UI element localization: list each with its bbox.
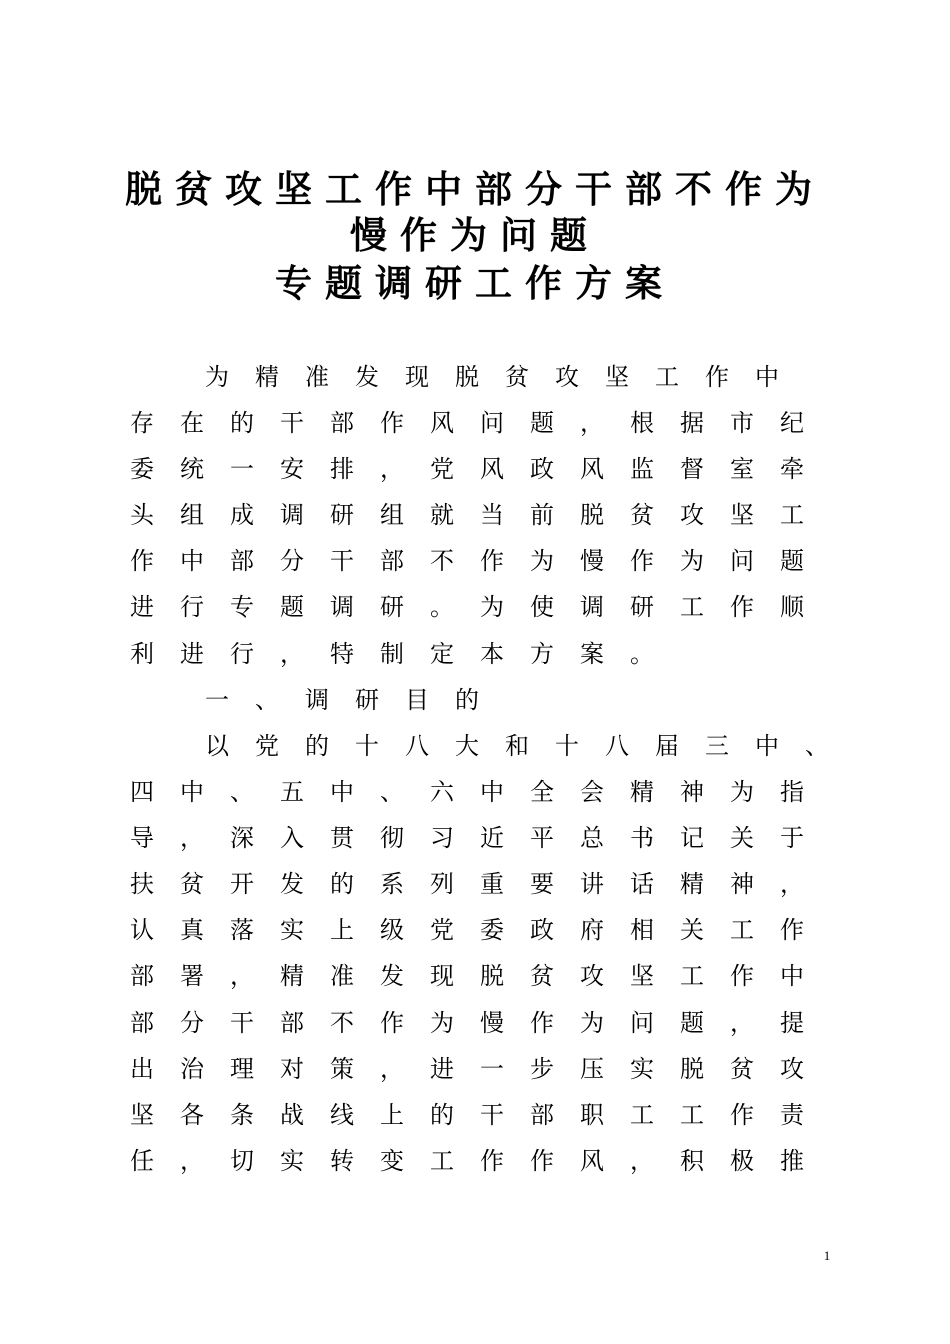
- paragraph-2-line-2: 四中、五中、六中全会精神为指: [130, 778, 830, 806]
- paragraph-2-line-8: 出治理对策，进一步压实脱贫攻: [130, 1055, 830, 1083]
- document-title-line-1: 脱贫攻坚工作中部分干部不作为: [125, 168, 825, 211]
- paragraph-2-line-1: 以党的十八大和十八届三中、: [205, 732, 855, 760]
- paragraph-1-line-1: 为精准发现脱贫攻坚工作中: [205, 363, 805, 391]
- paragraph-2-line-7: 部分干部不作为慢作为问题，提: [130, 1009, 830, 1037]
- paragraph-2-line-9: 坚各条战线上的干部职工工作责: [130, 1101, 830, 1129]
- paragraph-2-line-4: 扶贫开发的系列重要讲话精神，: [130, 870, 830, 898]
- section-1-heading: 一、调研目的: [205, 686, 505, 714]
- paragraph-1-line-7: 利进行，特制定本方案。: [130, 640, 680, 668]
- paragraph-1-line-5: 作中部分干部不作为慢作为问题: [130, 547, 830, 575]
- page-number: 1: [823, 1248, 831, 1263]
- paragraph-1-line-6: 进行专题调研。为使调研工作顺: [130, 593, 830, 621]
- paragraph-2-line-3: 导，深入贯彻习近平总书记关于: [130, 824, 830, 852]
- paragraph-2-line-10: 任，切实转变工作作风，积极推: [130, 1147, 830, 1175]
- paragraph-1-line-3: 委统一安排，党风政风监督室牵: [130, 455, 830, 483]
- document-title-line-2: 慢作为问题: [350, 214, 600, 257]
- paragraph-1-line-2: 存在的干部作风问题，根据市纪: [130, 409, 830, 437]
- paragraph-2-line-5: 认真落实上级党委政府相关工作: [130, 916, 830, 944]
- paragraph-1-line-4: 头组成调研组就当前脱贫攻坚工: [130, 501, 830, 529]
- paragraph-2-line-6: 部署，精准发现脱贫攻坚工作中: [130, 962, 830, 990]
- document-title-line-3: 专题调研工作方案: [275, 262, 675, 305]
